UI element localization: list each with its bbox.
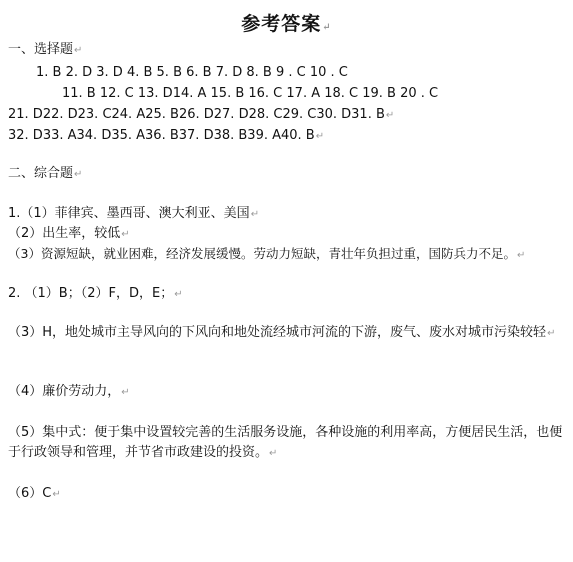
answer-q2-3: （3）H，地处城市主导风向的下风向和地处流经城市河流的下游，废气、废水对城市污染较轻↵ — [8, 325, 556, 340]
paragraph-mark-icon: ↵ — [269, 448, 278, 459]
answer-q2-4: （4）廉价劳动力，↵ — [8, 384, 130, 399]
choice-answers-line: 21. D22. D23. C24. A25. B26. D27. D28. C29. C30. D31. B↵ — [8, 107, 395, 122]
paragraph-mark-icon: ↵ — [385, 110, 395, 121]
answer-q2-5: （5）集中式：便于集中设置较完善的生活服务设施，各种设施的利用率高，方便居民生活，也便于行政领导和管理，并节省市政建设的投资。↵ — [8, 425, 563, 460]
choice-answers-line: 11. B 12. C 13. D14. A 15. B 16. C 17. A 18. C 19. B 20 . C — [62, 86, 439, 101]
paragraph-mark-icon: ↵ — [516, 250, 526, 261]
paragraph-mark-icon: ↵ — [250, 209, 260, 220]
paragraph-mark-icon: ↵ — [547, 328, 556, 339]
paragraph-mark-icon: ↵ — [52, 489, 61, 500]
answer-q1-3: （3）资源短缺，就业困难，经济发展缓慢。劳动力短缺，青壮年负担过重，国防兵力不足。↵ — [8, 246, 526, 261]
paragraph-mark-icon: ↵ — [315, 131, 325, 142]
paragraph-mark-icon: ↵ — [322, 22, 332, 33]
paragraph-mark-icon: ↵ — [121, 229, 130, 240]
answer-q2-6: （6）C↵ — [8, 486, 61, 501]
answer-q1-1: 1.（1）菲律宾、墨西哥、澳大利亚、美国↵ — [8, 206, 260, 221]
choice-answers-line: 32. D33. A34. D35. A36. B37. D38. B39. A40. B↵ — [8, 128, 325, 143]
paragraph-mark-icon: ↵ — [121, 387, 130, 398]
paragraph-mark-icon: ↵ — [74, 169, 83, 180]
section-heading-choice: 一、选择题↵ — [8, 42, 83, 57]
section-heading-comprehensive: 二、综合题↵ — [8, 166, 83, 181]
choice-answers-line: 1. B 2. D 3. D 4. B 5. B 6. B 7. D 8. B 9 . C 10 . C — [36, 65, 348, 80]
paragraph-mark-icon: ↵ — [74, 45, 83, 56]
page-title: 参考答案↵ — [241, 13, 332, 35]
answer-q1-2: （2）出生率，较低↵ — [8, 226, 130, 241]
answer-q2-1-2: 2. （1）B；（2）F，D，E；↵ — [8, 286, 183, 301]
paragraph-mark-icon: ↵ — [174, 289, 183, 300]
